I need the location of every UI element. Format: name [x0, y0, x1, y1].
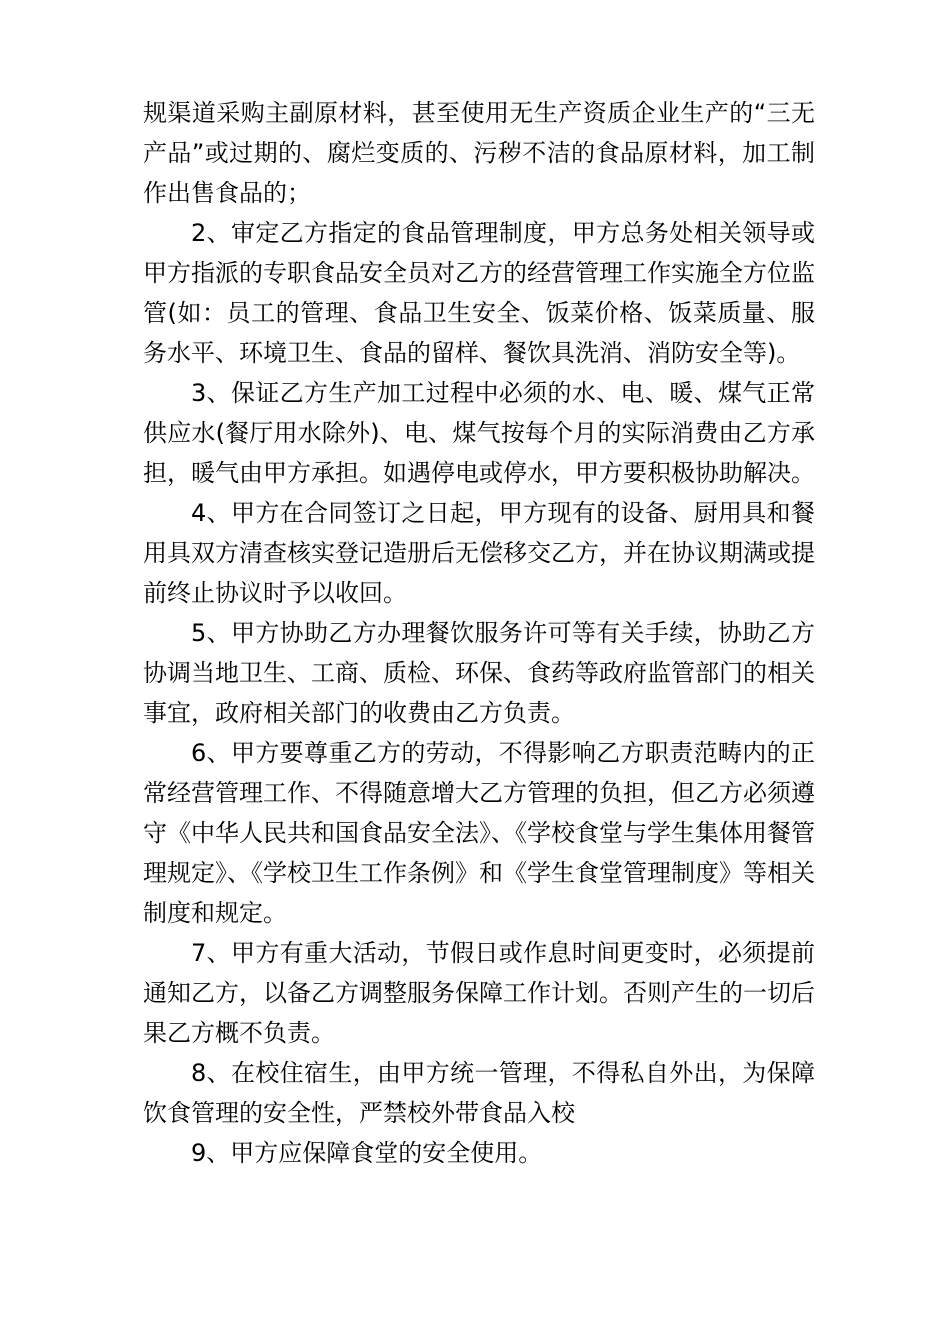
document-body: [143, 93, 815, 1173]
paragraph-item-8: 8、在校住宿生，由甲方统一管理，不得私自外出，为保障饮食管理的安全性，严禁校外带食品入校: [143, 1059, 815, 1127]
paragraph-item-5: 5、甲方协助乙方办理餐饮服务许可等有关手续，协助乙方协调当地卫生、工商、质检、环保、食药等政府监管部门的相关事宜，政府相关部门的收费由乙方负责。: [143, 619, 815, 727]
paragraph-item-4: 4、甲方在合同签订之日起，甲方现有的设备、厨用具和餐用具双方清查核实登记造册后无偿移交乙方，并在协议期满或提前终止协议时予以收回。: [143, 499, 815, 607]
paragraph-item-3: 3、保证乙方生产加工过程中必须的水、电、暖、煤气正常供应水(餐厅用水除外)、电、煤气按每个月的实际消费由乙方承担，暖气由甲方承担。如遇停电或停水，甲方要积极协助解决。: [143, 379, 815, 487]
paragraph-item-9: 9、甲方应保障食堂的安全使用。: [191, 1139, 543, 1167]
paragraph-item-7: 7、甲方有重大活动，节假日或作息时间更变时，必须提前通知乙方，以备乙方调整服务保障工作计划。否则产生的一切后果乙方概不负责。: [143, 939, 815, 1047]
paragraph-item-6: 6、甲方要尊重乙方的劳动，不得影响乙方职责范畴内的正常经营管理工作、不得随意增大乙方管理的负担，但乙方必须遵守《中华人民共和国食品安全法》、《学校食堂与学生集体用餐管理规定》、《学校卫生工作条例》和《学生食堂管理制度》等相关制度和规定。: [143, 739, 815, 927]
paragraph-continuation: 规渠道采购主副原材料，甚至使用无生产资质企业生产的“三无产品”或过期的、腐烂变质的、污秽不洁的食品原材料，加工制作出售食品的；: [143, 99, 815, 207]
paragraph-item-2: 2、审定乙方指定的食品管理制度，甲方总务处相关领导或甲方指派的专职食品安全员对乙方的经营管理工作实施全方位监管(如：员工的管理、食品卫生安全、饭菜价格、饭菜质量、服务水平、环境卫生、食品的留样、餐饮具洗消、消防安全等)。: [143, 219, 815, 367]
